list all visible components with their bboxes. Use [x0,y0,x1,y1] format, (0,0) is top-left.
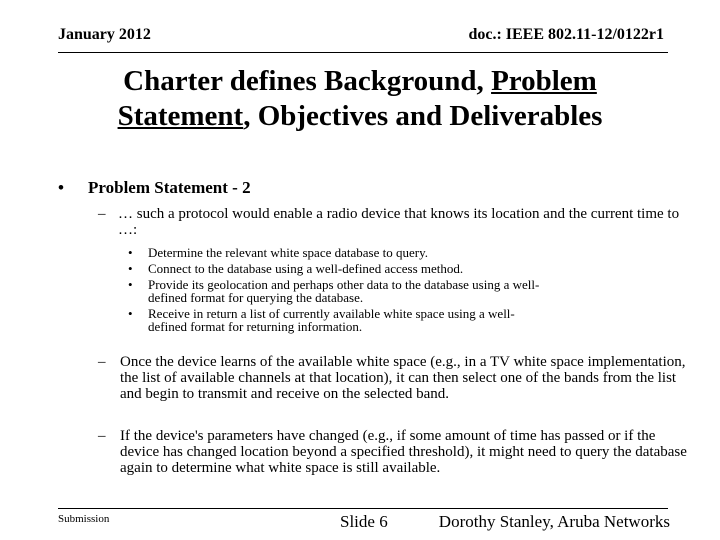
list-item-text: Once the device learns of the available white space (e.g., in a TV white space implementation, the list of available channels at that location), it can then select one of the bands from the list and begin to transmit and receive on the selected band. [120,354,686,402]
list-item-text: Determine the relevant white space database to query. [148,245,428,260]
title-underlined-problem: Problem [491,65,597,97]
bullet-icon: • [128,306,133,321]
footer-submission: Submission [58,513,110,525]
dash-icon: – [98,428,106,444]
problem-statement-heading [58,178,251,198]
footer-author: Dorothy Stanley, Aruba Networks [438,512,670,531]
list-item-device-learns [98,354,690,402]
list-item-text: Receive in return a list of currently available white space using a well-defined format for returning information. [148,306,515,334]
title-underlined-statement: Statement [117,100,244,132]
list-item-protocol [98,206,688,238]
bullet-icon: • [128,277,133,292]
list-item-text: Connect to the database using a well-defined access method. [148,261,464,276]
footer-divider [58,508,668,509]
bullet-icon: • [128,261,133,276]
header-date: January 2012 [58,26,151,43]
list-item [128,246,548,259]
header-divider [58,52,668,53]
list-item-parameters-changed [98,428,698,476]
list-item-text: … such a protocol would enable a radio device that knows its location and the current time to …: [118,206,680,238]
list-item [128,278,548,304]
list-item [128,307,548,333]
bullet-icon: • [58,178,64,197]
slide-title [40,64,680,134]
list-item-text: Provide its geolocation and perhaps other data to the database using a well-defined format for querying the database. [148,277,540,305]
slide-number: Slide 6 [340,512,388,531]
bullet-icon: • [128,245,133,260]
heading-text: Problem Statement - 2 [88,178,251,197]
title-text-2: , Objectives and Deliverables [243,100,603,132]
title-text-1: Charter defines Background, [123,65,492,97]
list-item [128,262,548,275]
list-item-text: If the device's parameters have changed (e.g., if some amount of time has passed or if the device has changed location beyond a specified threshold), it might need to query the database again to determine what white space is still available. [120,428,687,476]
capability-list [128,246,548,336]
dash-icon: – [98,206,106,222]
header-doc-id: doc.: IEEE 802.11-12/0122r1 [468,26,664,43]
dash-icon: – [98,354,106,370]
